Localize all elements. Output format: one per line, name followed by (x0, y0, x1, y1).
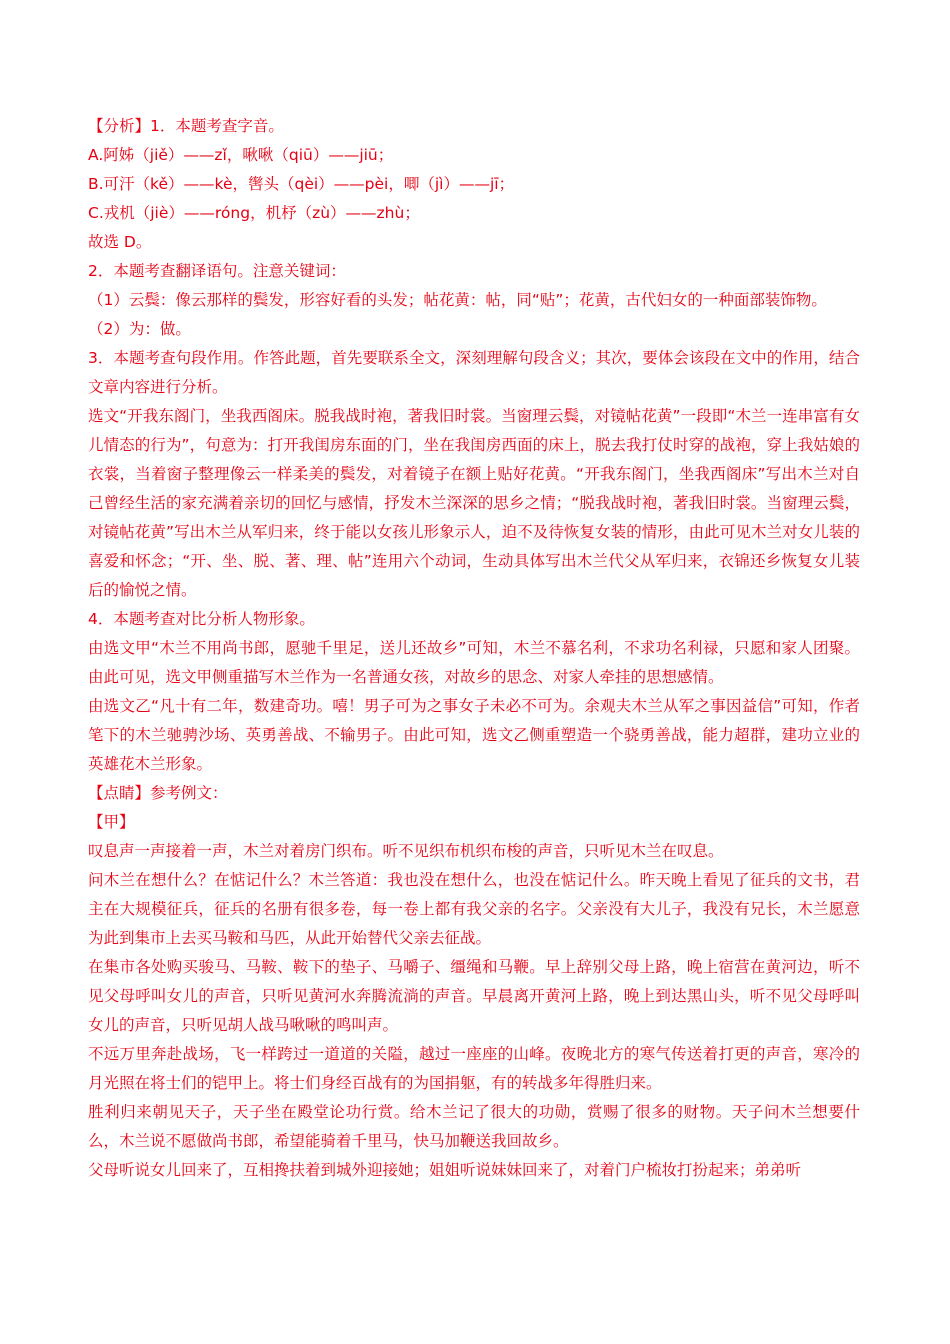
analysis-option-b: B.可汗（kě）——kè，辔头（qèi）——pèi，唧（jì）——jī； (88, 175, 515, 193)
example-paragraph-6: 父母听说女儿回来了，互相搀扶着到城外迎接她；姐姐听说妹妹回来了，对着门户梳妆打扮起来；弟弟听 (88, 1161, 802, 1179)
question-2-item-2: （2）为：做。 (88, 320, 191, 338)
example-paragraph-1: 叹息声一声接着一声，木兰对着房门织布。听不见织布机织布梭的声音，只听见木兰在叹息。 (88, 842, 724, 860)
question-2-heading: 2．本题考查翻译语句。注意关键词： (88, 262, 346, 280)
tips-heading: 【点睛】参考例文： (88, 784, 228, 802)
example-paragraph-4: 不远万里奔赴战场，飞一样跨过一道道的关隘，越过一座座的山峰。夜晚北方的寒气传送着打更的声音，寒冷的月光照在将士们的铠甲上。将士们身经百战有的为国捐躯，有的转战多年得胜归来。 (88, 1045, 860, 1092)
question-4-passage-a: 由选文甲“木兰不用尚书郎，愿驰千里足，送儿还故乡”可知，木兰不慕名利，不求功名利禄，只愿和家人团聚。由此可见，选文甲侧重描写木兰作为一名普通女孩，对故乡的思念、对家人牵挂的思想感情。 (88, 639, 860, 686)
question-4-passage-b: 由选文乙“凡十有二年，数建奇功。嘻！男子可为之事女子未必不可为。余观夫木兰从军之事因益信”可知，作者笔下的木兰驰骋沙场、英勇善战、不输男子。由此可知，选文乙侧重塑造一个骁勇善战，能力超群，建功立业的英雄花木兰形象。 (88, 697, 860, 773)
analysis-option-c: C.戎机（jiè）——róng，机杼（zù）——zhù； (88, 204, 420, 222)
example-paragraph-5: 胜利归来朝见天子，天子坐在殿堂论功行赏。给木兰记了很大的功勋，赏赐了很多的财物。天子问木兰想要什么，木兰说不愿做尚书郎，希望能骑着千里马，快马加鞭送我回故乡。 (88, 1103, 860, 1150)
question-4-heading: 4．本题考查对比分析人物形象。 (88, 610, 315, 628)
analysis-heading: 【分析】1．本题考查字音。 (88, 117, 284, 135)
question-3-body: 选文“开我东阁门，坐我西阁床。脱我战时袍，著我旧时裳。当窗理云鬓，对镜帖花黄”一段即“木兰一连串富有女儿情态的行为”，句意为：打开我闺房东面的门，坐在我闺房西面的床上，脱去我打仗时穿的战袍，穿上我姑娘的衣裳，当着窗子整理像云一样柔美的鬓发，对着镜子在额上贴好花黄。“开我东阁门，坐我西阁床”写出木兰对自己曾经生活的家充满着亲切的回忆与感情，抒发木兰深深的思乡之情；“脱我战时袍，著我旧时裳。当窗理云鬓，对镜帖花黄”写出木兰从军归来，终于能以女孩儿形象示人，迫不及待恢复女装的情形，由此可见木兰对女儿装的喜爱和怀念；“开、坐、脱、著、理、帖”连用六个动词，生动具体写出木兰代父从军归来，衣锦还乡恢复女儿装后的愉悦之情。 (88, 407, 860, 599)
question-2-item-1: （1）云鬓：像云那样的鬓发，形容好看的头发；帖花黄：帖，同“贴”；花黄，古代妇女的一种面部装饰物。 (88, 291, 827, 309)
question-3-heading: 3．本题考查句段作用。作答此题，首先要联系全文，深刻理解句段含义；其次，要体会该段在文中的作用，结合文章内容进行分析。 (88, 349, 860, 396)
example-paragraph-2: 问木兰在想什么？在惦记什么？木兰答道：我也没在想什么，也没在惦记什么。昨天晚上看见了征兵的文书，君主在大规模征兵，征兵的名册有很多卷，每一卷上都有我父亲的名字。父亲没有大儿子，我没有兄长，木兰愿意为此到集市上去买马鞍和马匹，从此开始替代父亲去征战。 (88, 871, 860, 947)
analysis-answer: 故选 D。 (88, 233, 152, 251)
example-label-a: 【甲】 (88, 813, 135, 831)
example-paragraph-3: 在集市各处购买骏马、马鞍、鞍下的垫子、马嚼子、缰绳和马鞭。早上辞别父母上路，晚上宿营在黄河边，听不见父母呼叫女儿的声音，只听见黄河水奔腾流淌的声音。早晨离开黄河上路，晚上到达黑山头，听不见父母呼叫女儿的声音，只听见胡人战马啾啾的鸣叫声。 (88, 958, 860, 1034)
document-body (88, 112, 860, 1185)
analysis-option-a: A.阿姊（jiě）——zǐ，啾啾（qiū）——jiū； (88, 146, 394, 164)
